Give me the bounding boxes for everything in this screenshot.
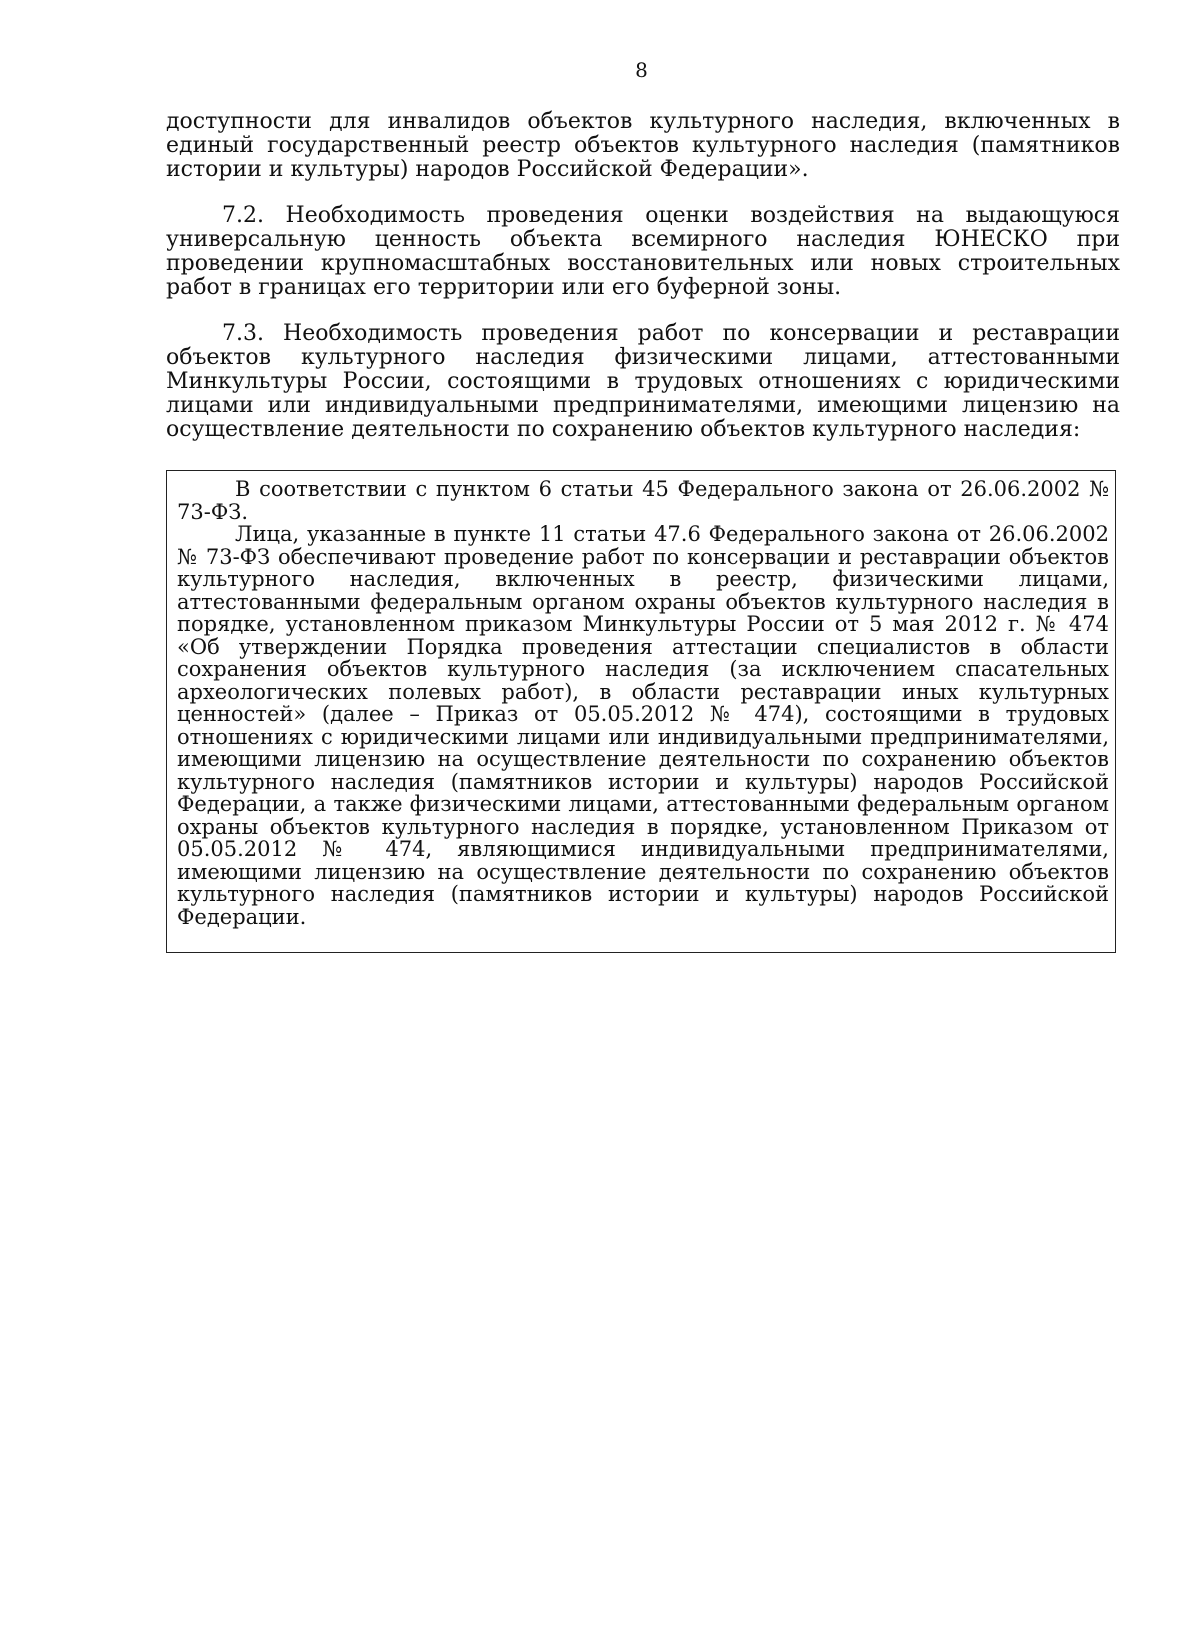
legal-note-box: [166, 470, 1116, 953]
note-explanation: Лица, указанные в пункте 11 статьи 47.6 Федерального закона от 26.06.2002 № 73-ФЗ обеспечивают проведение работ по консервации и реставрации объектов культурного наследия, включенных в реестр, физическими лицами, аттестованными федеральным органом охраны объектов культурного наследия в порядке, установленном приказом Минкультуры России от 5 мая 2012 г. № 474 «Об утверждении Порядка проведения аттестации специалистов в области сохранения объектов культурного наследия (за исключением спасательных археологических полевых работ), в области реставрации иных культурных ценностей» (далее – Приказ от 05.05.2012 № 474), состоящими в трудовых отношениях с юридическими лицами или индивидуальными предпринимателями, имеющими лицензию на осуществление деятельности по сохранению объектов культурного наследия (памятников истории и культуры) народов Российской Федерации, а также физическими лицами, аттестованными федеральным органом охраны объектов культурного наследия в порядке, установленном Приказом от 05.05.2012 № 474, являющимися индивидуальными предпринимателями, имеющими лицензию на осуществление деятельности по сохранению объектов культурного наследия (памятников истории и культуры) народов Российской Федерации.: [177, 522, 1109, 929]
note-reference: В соответствии с пунктом 6 статьи 45 Федерального закона от 26.06.2002 № 73-ФЗ.: [177, 477, 1109, 524]
paragraph-intro-continuation: доступности для инвалидов объектов культурного наследия, включенных в единый государственный реестр объектов культурного наследия (памятников истории и культуры) народов Российской Федерации».: [166, 109, 1120, 182]
paragraph-7-2: 7.2. Необходимость проведения оценки воздействия на выдающуюся универсальную ценность объекта всемирного наследия ЮНЕСКО при проведении крупномасштабных восстановительных или новых строительных работ в границах его территории или его буферной зоны.: [166, 203, 1120, 300]
page-number: 8: [635, 58, 648, 82]
paragraph-7-3: 7.3. Необходимость проведения работ по консервации и реставрации объектов культурного наследия физическими лицами, аттестованными Минкультуры России, состоящими в трудовых отношениях с юридическими лицами или индивидуальными предпринимателями, имеющими лицензию на осуществление деятельности по сохранению объектов культурного наследия:: [166, 321, 1120, 442]
